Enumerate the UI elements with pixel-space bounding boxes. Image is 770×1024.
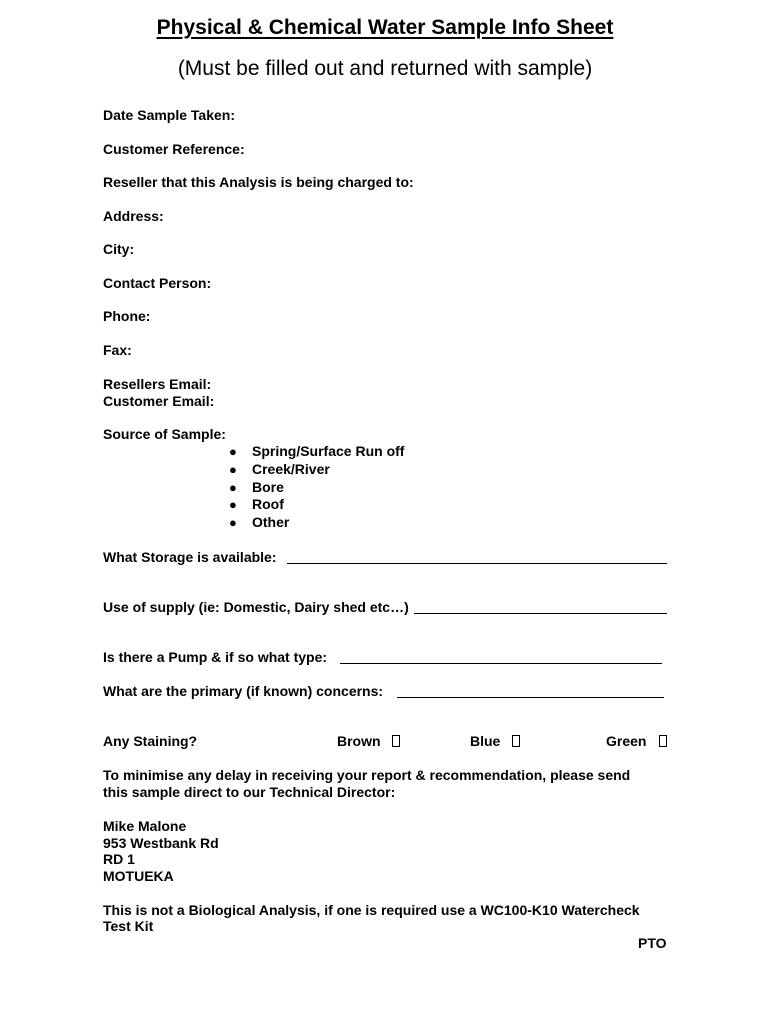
page-subtitle: (Must be filled out and returned with sample) (177, 57, 593, 80)
instructions-line-2: this sample direct to our Technical Director: (103, 784, 396, 800)
reseller-label: Reseller that this Analysis is being charged to: (103, 174, 414, 190)
storage-label: What Storage is available: (103, 549, 277, 565)
contact-street: 953 Westbank Rd (103, 835, 219, 851)
staining-brown-label: Brown (337, 733, 381, 749)
source-of-sample-label: Source of Sample: (103, 426, 226, 442)
source-options-list (229, 443, 404, 532)
date-sample-taken-label: Date Sample Taken: (103, 107, 236, 123)
staining-blue-label: Blue (470, 733, 501, 749)
page-title: Physical & Chemical Water Sample Info Sheet (156, 16, 614, 39)
resellers-email-label: Resellers Email: (103, 376, 212, 392)
blue-checkbox[interactable] (512, 735, 520, 747)
source-option: ● Spring/Surface Run off (229, 443, 405, 459)
contact-town: MOTUEKA (103, 868, 174, 884)
use-of-supply-label: Use of supply (ie: Domestic, Dairy shed etc…) (103, 599, 409, 615)
footer-note-line-1: This is not a Biological Analysis, if one is required use a WC100-K10 Watercheck (103, 902, 640, 918)
brown-checkbox[interactable] (392, 735, 400, 747)
source-option: ● Bore (229, 478, 284, 495)
customer-reference-label: Customer Reference: (103, 141, 245, 157)
customer-email-label: Customer Email: (103, 393, 215, 409)
instructions-line-1: To minimise any delay in receiving your report & recommendation, please send (103, 767, 631, 783)
city-label: City: (103, 241, 135, 257)
source-option: ● Creek/River (229, 460, 330, 477)
footer-note-line-2: Test Kit (103, 918, 154, 934)
contact-person-label: Contact Person: (103, 275, 212, 291)
concerns-input-line[interactable] (397, 697, 664, 698)
bullet-icon: ● (229, 461, 237, 477)
pump-label: Is there a Pump & if so what type: (103, 649, 328, 665)
bullet-icon: ● (229, 479, 237, 495)
bullet-icon: ● (229, 515, 237, 531)
contact-rd: RD 1 (103, 851, 135, 867)
bullet-icon: ● (229, 497, 237, 513)
pump-input-line[interactable] (340, 663, 662, 664)
contact-name: Mike Malone (103, 818, 187, 834)
phone-label: Phone: (103, 308, 151, 324)
bullet-icon: ● (229, 444, 237, 459)
address-label: Address: (103, 208, 164, 224)
staining-green-label: Green (606, 733, 647, 749)
source-option: ● Roof (229, 496, 284, 513)
green-checkbox[interactable] (659, 735, 667, 747)
use-of-supply-input-line[interactable] (414, 613, 667, 614)
storage-input-line[interactable] (287, 563, 667, 564)
pto-label: PTO (638, 935, 667, 951)
concerns-label: What are the primary (if known) concerns: (103, 683, 384, 699)
staining-label: Any Staining? (103, 733, 198, 749)
fax-label: Fax: (103, 342, 132, 358)
source-option: ● Other (229, 514, 290, 531)
